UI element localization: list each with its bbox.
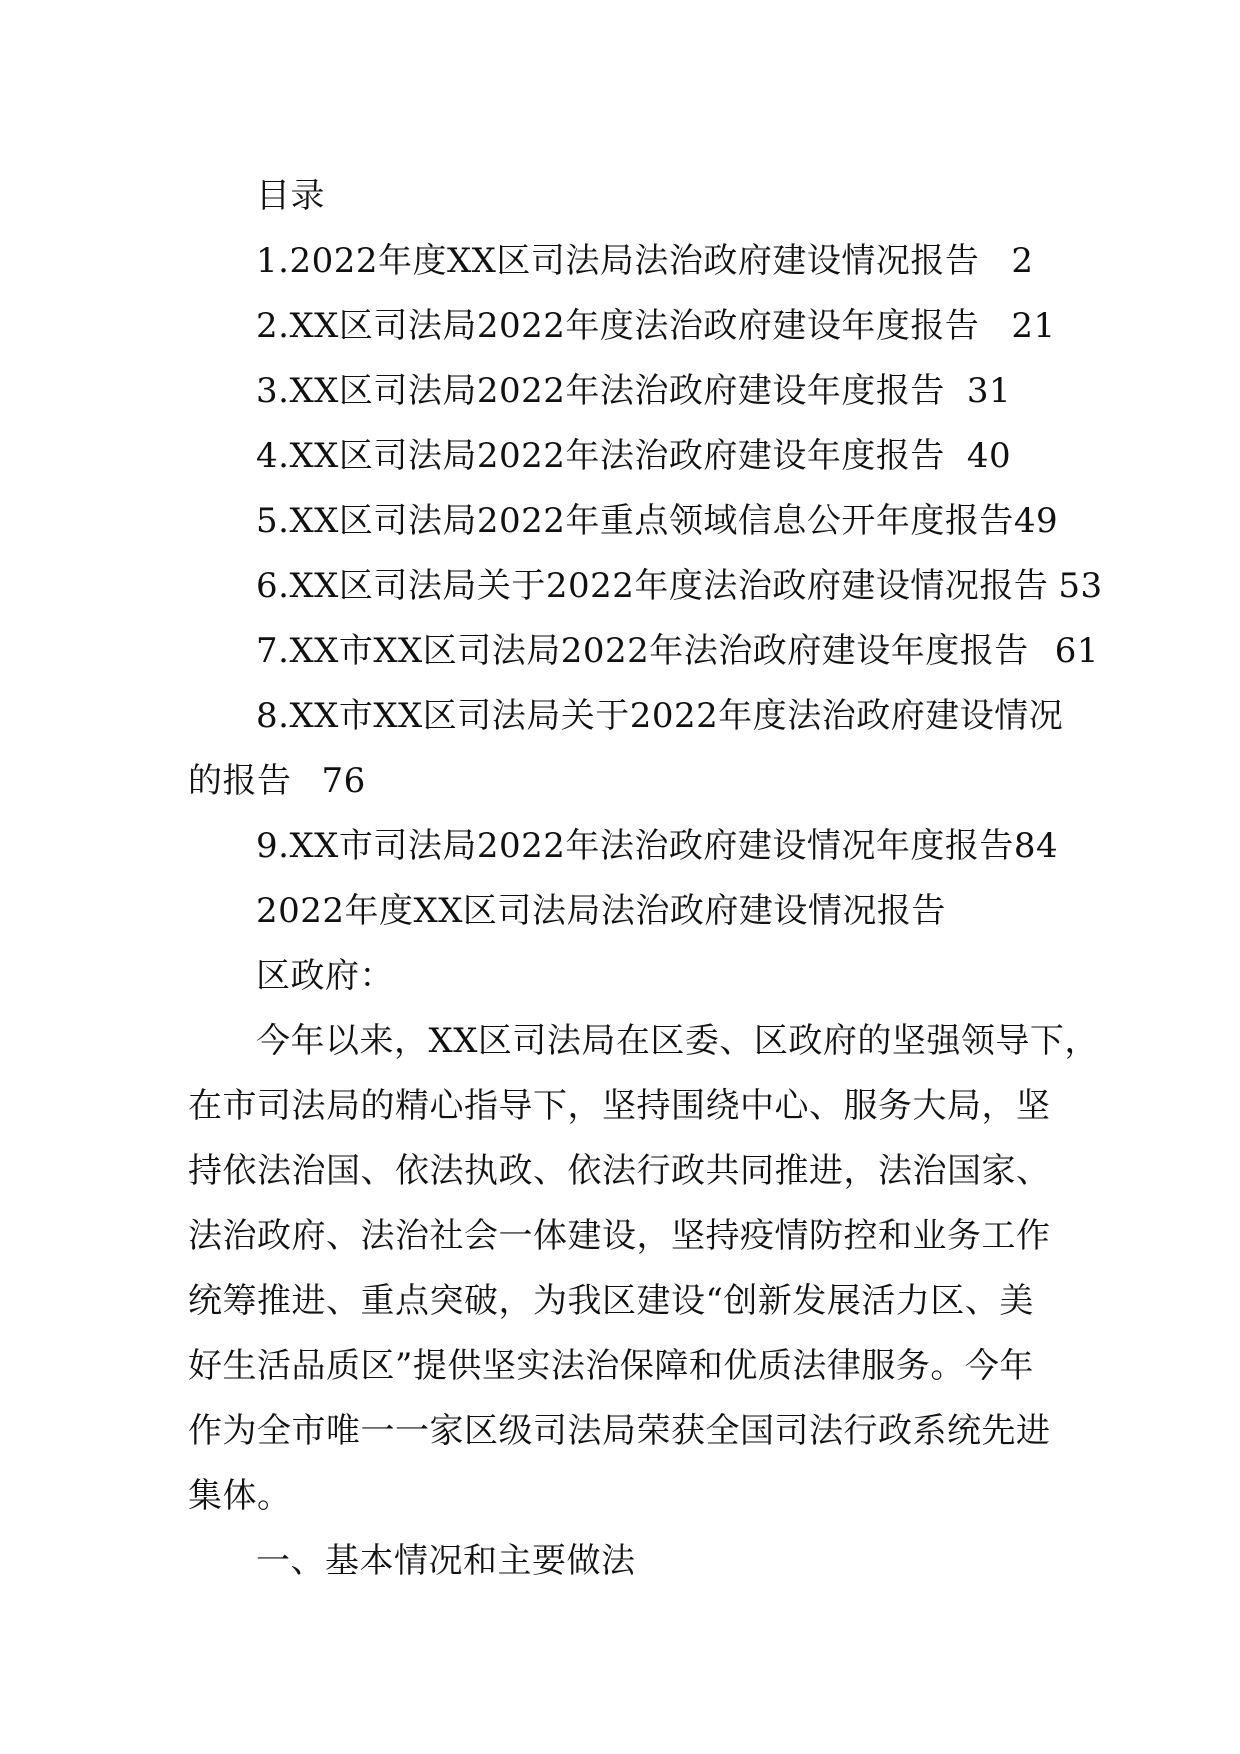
toc-heading: 目录 <box>256 176 325 216</box>
toc-item-page: 31 <box>966 371 1012 411</box>
body-line-3: 持依法治国、依法执政、依法行政共同推进，法治国家、 <box>188 1151 1051 1191</box>
toc-item-text: 4.XX区司法局2022年法治政府建设年度报告 <box>256 436 945 476</box>
body-line-5: 统筹推进、重点突破，为我区建设“创新发展活力区、美 <box>188 1281 1034 1321</box>
toc-item-7[interactable] <box>256 631 1099 671</box>
body-line-2: 在市司法局的精心指导下，坚持围绕中心、服务大局，坚 <box>188 1086 1051 1126</box>
body-line-6: 好生活品质区”提供坚实法治保障和优质法律服务。今年 <box>188 1346 1034 1386</box>
toc-item-page: 76 <box>321 761 366 801</box>
report-title: 2022年度XX区司法局法治政府建设情况报告 <box>256 891 946 931</box>
body-line-1: 今年以来，XX区司法局在区委、区政府的坚强领导下， <box>256 1021 1099 1061</box>
toc-item-5[interactable] <box>256 501 1058 541</box>
toc-item-text: 2.XX区司法局2022年度法治政府建设年度报告 <box>256 306 980 346</box>
toc-item-page: 49 <box>1013 501 1059 541</box>
toc-item-8[interactable] <box>256 696 1063 736</box>
toc-item-page: 61 <box>1054 631 1100 671</box>
toc-item-text: 的报告 <box>188 761 292 801</box>
toc-item-page: 21 <box>1011 306 1056 346</box>
toc-item-text: 7.XX市XX区司法局2022年法治政府建设年度报告 <box>256 631 1029 671</box>
toc-item-3[interactable] <box>256 371 1011 411</box>
toc-item-page: 84 <box>1013 826 1059 866</box>
toc-item-text: 5.XX区司法局2022年重点领域信息公开年度报告 <box>256 501 1014 541</box>
toc-item-6[interactable] <box>256 566 1103 606</box>
toc-item-page: 40 <box>966 436 1012 476</box>
toc-item-1[interactable] <box>256 241 1034 281</box>
toc-item-text: 3.XX区司法局2022年法治政府建设年度报告 <box>256 371 945 411</box>
toc-item-2[interactable] <box>256 306 1056 346</box>
toc-item-page: 53 <box>1058 566 1103 606</box>
toc-item-page: 2 <box>1011 241 1034 281</box>
toc-item-9[interactable] <box>256 826 1058 866</box>
toc-item-text: 9.XX市司法局2022年法治政府建设情况年度报告 <box>256 826 1014 866</box>
toc-item-text: 1.2022年度XX区司法局法治政府建设情况报告 <box>256 241 980 281</box>
toc-item-4[interactable] <box>256 436 1011 476</box>
salutation: 区政府： <box>256 956 394 996</box>
body-line-7: 作为全市唯一一家区级司法局荣获全国司法行政系统先进 <box>188 1411 1051 1451</box>
body-line-8: 集体。 <box>188 1476 292 1516</box>
body-line-4: 法治政府、法治社会一体建设，坚持疫情防控和业务工作 <box>188 1216 1051 1256</box>
toc-item-text: 8.XX市XX区司法局关于2022年度法治政府建设情况 <box>256 696 1064 736</box>
toc-item-text: 6.XX区司法局关于2022年度法治政府建设情况报告 <box>256 566 1049 606</box>
toc-item-8-continuation[interactable] <box>188 761 366 801</box>
section-heading: 一、基本情况和主要做法 <box>256 1541 636 1581</box>
